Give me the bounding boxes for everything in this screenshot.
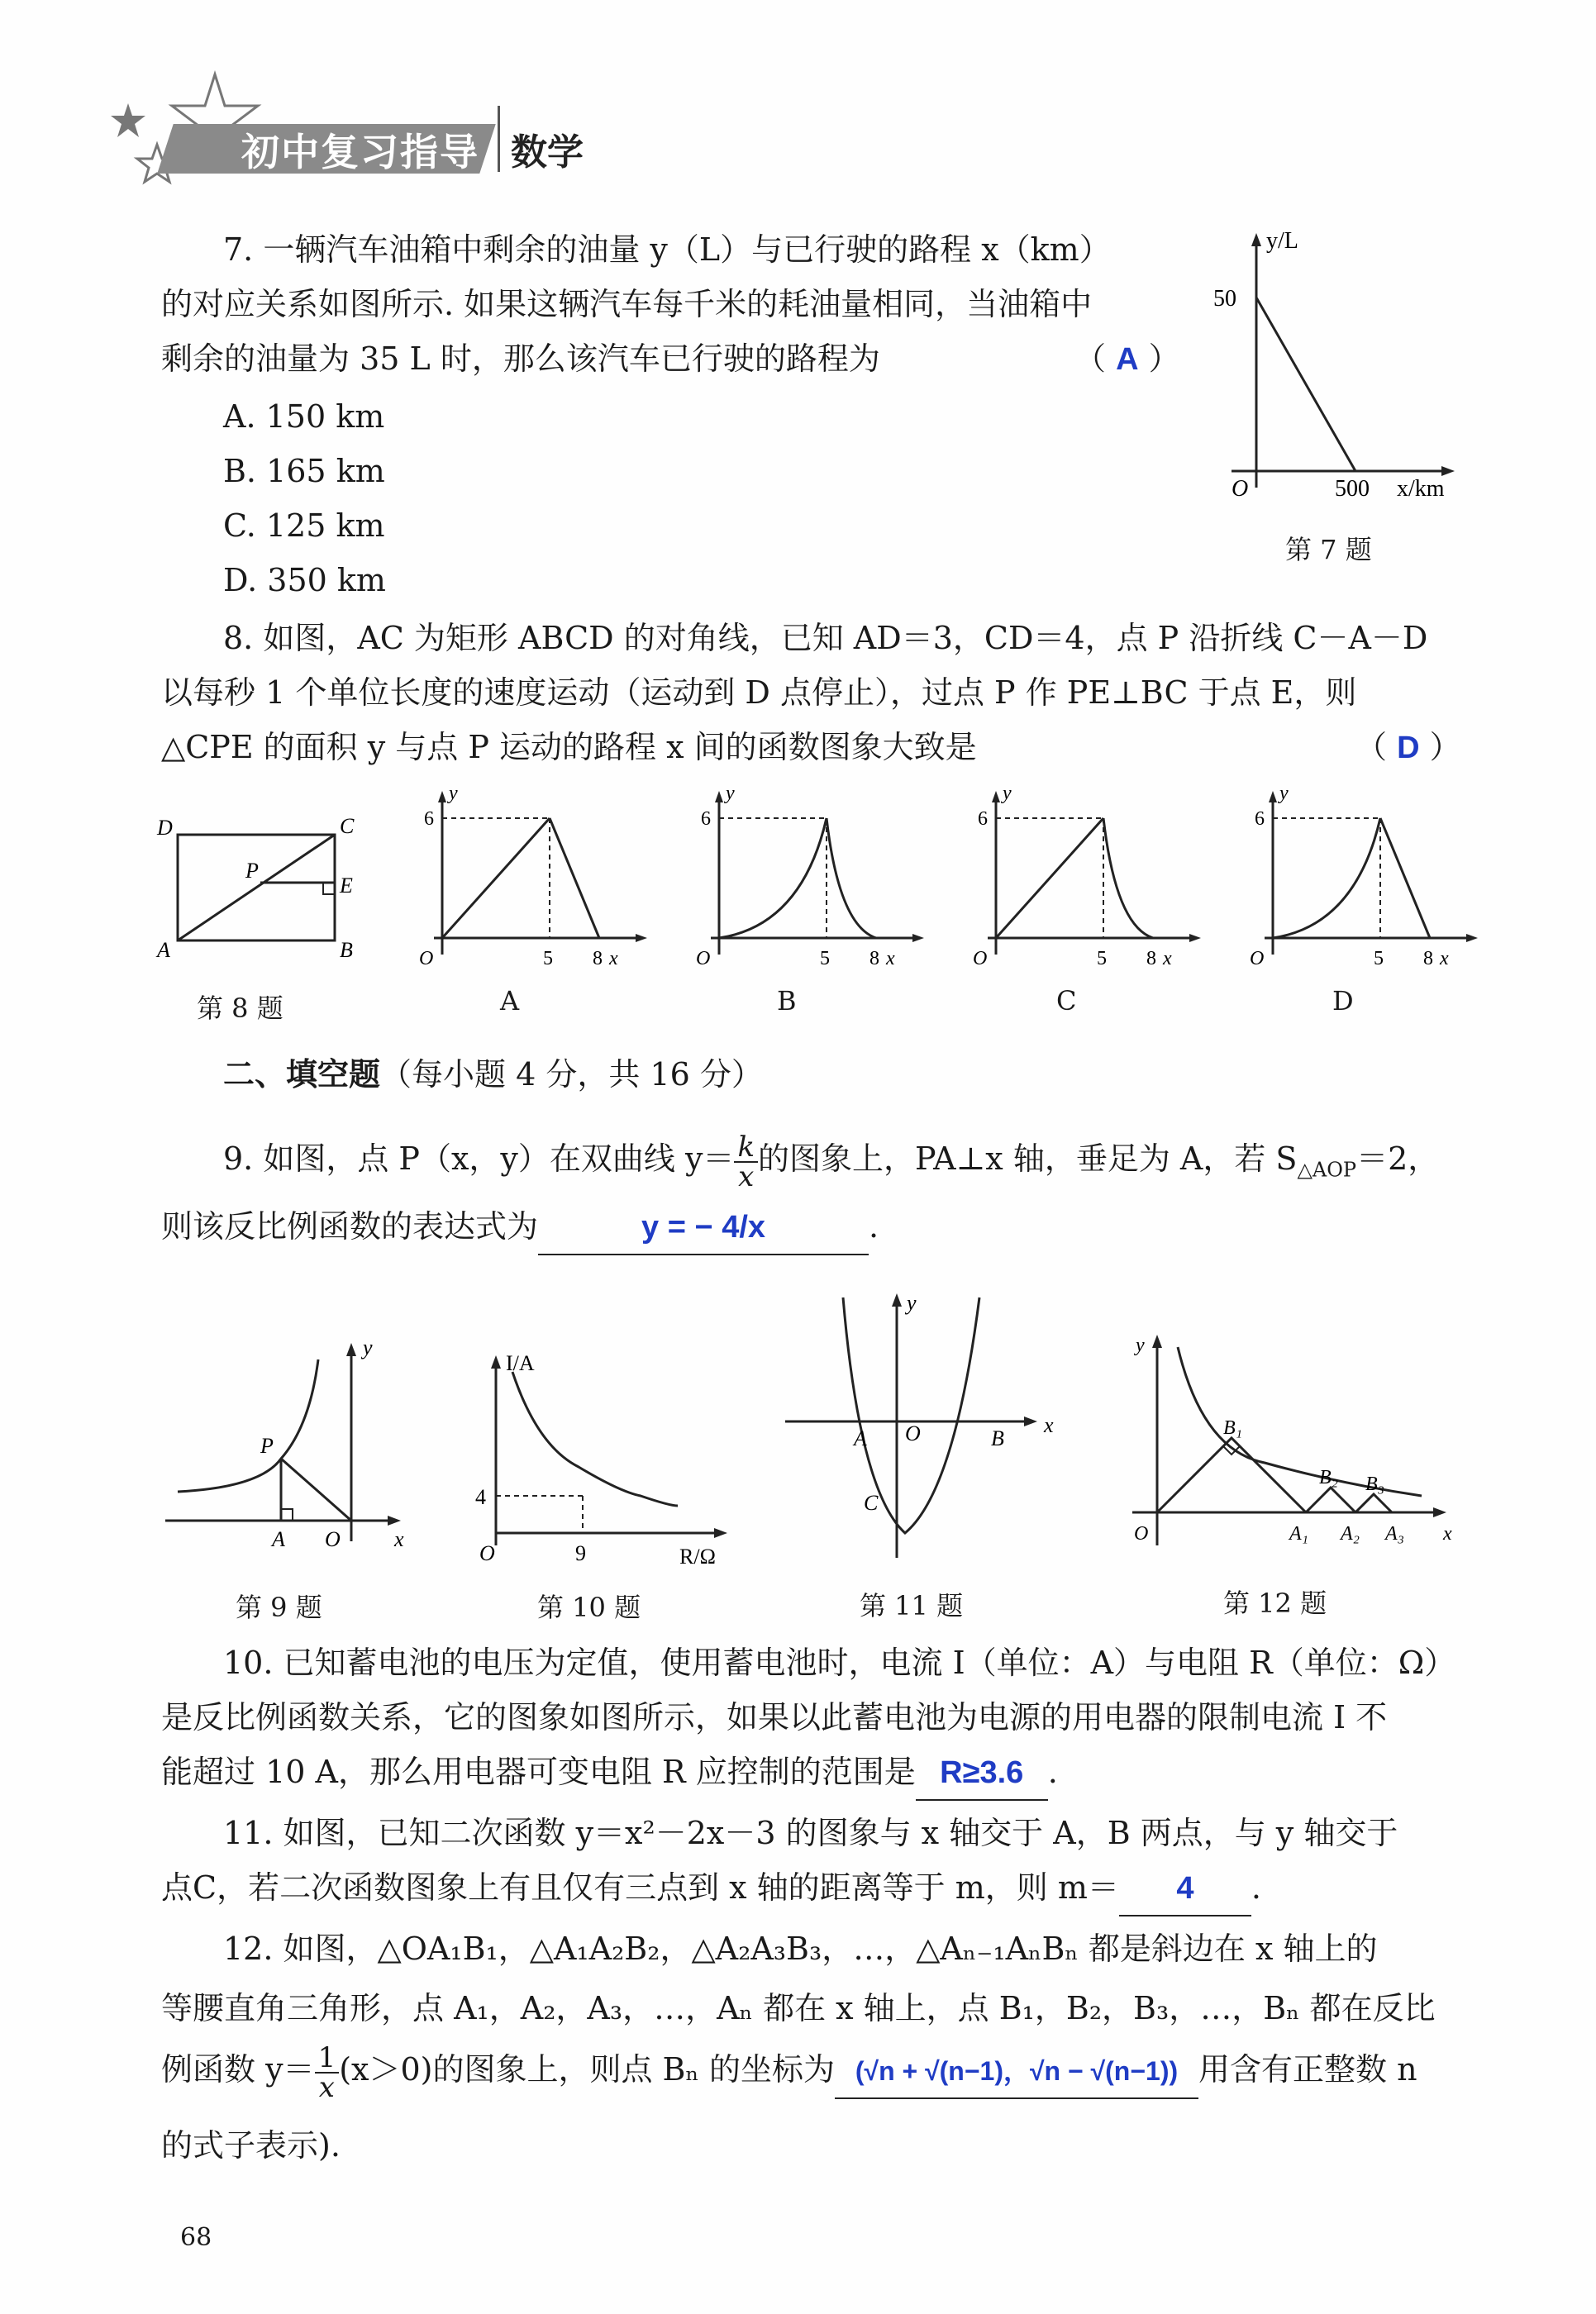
q7-y-tick: 50 xyxy=(1213,286,1236,312)
svg-text:5: 5 xyxy=(543,948,553,969)
q9-caption: 第 9 题 xyxy=(236,1592,322,1623)
header-divider xyxy=(498,106,500,172)
svg-text:6: 6 xyxy=(701,808,711,830)
q11-figure xyxy=(781,1285,1062,1566)
svg-text:x: x xyxy=(1443,1523,1452,1545)
svg-text:y: y xyxy=(1136,1335,1145,1356)
q12-fraction: $\frac{1}{x}$ xyxy=(315,2044,340,2102)
svg-text:x: x xyxy=(1163,948,1172,969)
q7-answer: A xyxy=(1116,342,1139,377)
q7-line-3: 剩余的油量为 35 L 时，那么该汽车已行驶的路程为 xyxy=(161,340,880,377)
svg-text:y: y xyxy=(449,783,458,804)
svg-text:x: x xyxy=(609,948,618,969)
svg-text:B₃: B₃ xyxy=(1365,1474,1385,1495)
q10-line-2: 是反比例函数关系，它的图象如图所示，如果以此蓄电池为电源的用电器的限制电流 I 不 xyxy=(161,1699,1388,1736)
svg-text:O: O xyxy=(696,948,711,969)
svg-text:D: D xyxy=(157,816,173,840)
q7-caption: 第 7 题 xyxy=(1285,534,1372,565)
svg-text:O: O xyxy=(479,1541,495,1565)
section-2-note: （每小题 4 分，共 16 分） xyxy=(380,1056,763,1093)
q7-line-2: 的对应关系如图所示. 如果这辆汽车每千米的耗油量相同，当油箱中 xyxy=(161,286,1093,322)
q10-figure xyxy=(471,1347,744,1570)
q7-option-d: D. 350 km xyxy=(223,562,386,598)
q8-rect-figure xyxy=(153,810,368,975)
q9-figure xyxy=(161,1335,426,1558)
q11-line-2: 点C，若二次函数图象上有且仅有三点到 x 轴的距离等于 m，则 m＝ 4 . xyxy=(161,1861,1261,1916)
svg-text:I/A: I/A xyxy=(506,1351,535,1375)
q12-answer: (√n + √(n−1)，√n − √(n−1)) xyxy=(835,2045,1198,2099)
q8-caption-a: A xyxy=(500,985,520,1017)
q9-answer: y = − 4/x xyxy=(538,1201,869,1255)
header-title: 初中复习指导 xyxy=(241,130,479,174)
svg-text:A: A xyxy=(854,1426,867,1450)
svg-text:x: x xyxy=(1044,1413,1054,1437)
q8-graph-d xyxy=(1240,781,1488,971)
svg-text:O: O xyxy=(325,1527,341,1551)
q9-text-b: 的图象上，PA⊥x 轴，垂足为 A，若 S xyxy=(758,1140,1298,1177)
page-number: 68 xyxy=(180,2223,212,2252)
section-2-title: 二、填空题 xyxy=(223,1056,381,1093)
svg-text:A₃: A₃ xyxy=(1385,1523,1405,1545)
svg-text:A: A xyxy=(272,1527,285,1551)
q8-line-1: 8. 如图，AC 为矩形 ABCD 的对角线，已知 AD＝3，CD＝4，点 P 沿折线 C－A－D xyxy=(223,620,1428,656)
svg-text:x: x xyxy=(886,948,895,969)
svg-text:C: C xyxy=(340,814,355,838)
svg-text:B₁: B₁ xyxy=(1223,1417,1243,1439)
svg-text:9: 9 xyxy=(575,1541,586,1565)
q8-graph-b xyxy=(686,781,934,971)
svg-text:O: O xyxy=(905,1421,921,1445)
svg-text:P: P xyxy=(260,1434,274,1458)
q7-line-1: 7. 一辆汽车油箱中剩余的油量 y（L）与已行驶的路程 x（km） xyxy=(223,231,1111,268)
q12-line-2: 等腰直角三角形，点 A₁，A₂，A₃，…，Aₙ 都在 x 轴上，点 B₁，B₂，B₃，…，Bₙ 都在反比 xyxy=(161,1990,1436,2026)
q12-line-3: 例函数 y＝ $\frac{1}{x}$ (x＞0)的图象上，则点 Bₙ 的坐标为 (√n + √(n−1)，√n − √(n−1)) 用含有正整数 n xyxy=(161,2040,1417,2104)
q7-answer-bracket: （ A ） xyxy=(1074,340,1180,377)
q7-option-b: B. 165 km xyxy=(223,453,385,489)
q8-caption-b: B xyxy=(777,985,797,1017)
svg-text:x: x xyxy=(1440,948,1449,969)
svg-text:O: O xyxy=(1250,948,1265,969)
svg-text:8: 8 xyxy=(869,948,879,969)
svg-text:y: y xyxy=(907,1291,917,1315)
q11-caption: 第 11 题 xyxy=(860,1590,964,1621)
q7-figure xyxy=(1198,223,1471,504)
svg-text:y: y xyxy=(1279,783,1289,804)
q10-answer: R≥3.6 xyxy=(916,1746,1048,1801)
q10-caption: 第 10 题 xyxy=(537,1592,641,1623)
svg-text:P: P xyxy=(245,859,259,883)
q7-option-c: C. 125 km xyxy=(223,507,385,544)
q8-graph-c xyxy=(963,781,1211,971)
svg-text:A: A xyxy=(157,938,170,962)
q11-line-1: 11. 如图，已知二次函数 y＝x²－2x－3 的图象与 x 轴交于 A，B 两点，与 y 轴交于 xyxy=(223,1815,1398,1851)
svg-text:6: 6 xyxy=(978,808,988,830)
section-2-heading xyxy=(223,1048,763,1101)
svg-text:8: 8 xyxy=(1423,948,1433,969)
svg-text:y: y xyxy=(1003,783,1012,804)
q9-text-a: 9. 如图，点 P（x，y）在双曲线 y＝ xyxy=(223,1140,735,1177)
svg-text:4: 4 xyxy=(475,1485,486,1509)
q12-caption: 第 12 题 xyxy=(1223,1588,1327,1619)
svg-text:A₁: A₁ xyxy=(1289,1523,1309,1545)
q8-caption-d: D xyxy=(1332,985,1354,1017)
q12-figure xyxy=(1124,1326,1455,1558)
svg-text:8: 8 xyxy=(1146,948,1156,969)
q8-line-3: △CPE 的面积 y 与点 P 运动的路程 x 间的函数图象大致是 xyxy=(161,729,977,765)
svg-text:6: 6 xyxy=(424,808,434,830)
q7-y-label: y/L xyxy=(1266,228,1298,254)
svg-text:8: 8 xyxy=(593,948,603,969)
svg-text:O: O xyxy=(973,948,988,969)
q9-line-2: 则该反比例函数的表达式为 y = − 4/x . xyxy=(161,1200,879,1255)
q8-graph-a xyxy=(409,781,657,971)
svg-text:y: y xyxy=(726,783,735,804)
svg-text:R/Ω: R/Ω xyxy=(679,1545,716,1569)
svg-text:B: B xyxy=(991,1426,1004,1450)
q7-origin: O xyxy=(1232,476,1249,502)
svg-text:O: O xyxy=(1134,1523,1149,1545)
svg-text:O: O xyxy=(419,948,434,969)
q7-x-label: x/km xyxy=(1397,476,1445,502)
q8-answer-bracket: （ D ） xyxy=(1355,729,1461,765)
svg-text:5: 5 xyxy=(1374,948,1384,969)
svg-text:y: y xyxy=(363,1336,373,1359)
svg-text:5: 5 xyxy=(1097,948,1107,969)
q10-line-1: 10. 已知蓄电池的电压为定值，使用蓄电池时，电流 I（单位：A）与电阻 R（单位：Ω） xyxy=(223,1645,1456,1681)
svg-text:B: B xyxy=(340,938,353,962)
q10-line-3: 能超过 10 A，那么用电器可变电阻 R 应控制的范围是 R≥3.6 . xyxy=(161,1745,1058,1801)
q8-line-2: 以每秒 1 个单位长度的速度运动（运动到 D 点停止），过点 P 作 PE⊥BC 于点 E，则 xyxy=(161,674,1357,711)
svg-text:6: 6 xyxy=(1255,808,1265,830)
q7-option-a: A. 150 km xyxy=(223,398,385,435)
svg-text:5: 5 xyxy=(820,948,830,969)
svg-text:C: C xyxy=(864,1491,879,1515)
q7-x-tick: 500 xyxy=(1335,476,1370,502)
q9-fraction: $\frac{k}{x}$ xyxy=(734,1133,758,1191)
q12-line-1: 12. 如图，△OA₁B₁，△A₁A₂B₂，△A₂A₃B₃，…，△Aₙ₋₁AₙBₙ 都是斜边在 x 轴上的 xyxy=(223,1931,1378,1967)
svg-text:E: E xyxy=(340,874,353,898)
q11-answer: 4 xyxy=(1119,1862,1251,1916)
q8-caption-c: C xyxy=(1056,985,1077,1017)
q7-line-graph xyxy=(1256,298,1355,471)
svg-text:A₂: A₂ xyxy=(1341,1523,1360,1545)
q8-answer: D xyxy=(1397,731,1420,765)
q8-rect-caption: 第 8 题 xyxy=(197,993,283,1024)
q9-line-1: 9. 如图，点 P（x，y）在双曲线 y＝ $\frac{k}{x}$ 的图象上，PA⊥x 轴，垂足为 A，若 $S_{\triangle AOP}=2$， xyxy=(223,1130,1440,1193)
q12-line-4: 的式子表示). xyxy=(161,2127,341,2164)
svg-text:x: x xyxy=(394,1527,404,1551)
header-subject: 数学 xyxy=(511,131,584,174)
svg-text:B₂: B₂ xyxy=(1319,1467,1339,1488)
